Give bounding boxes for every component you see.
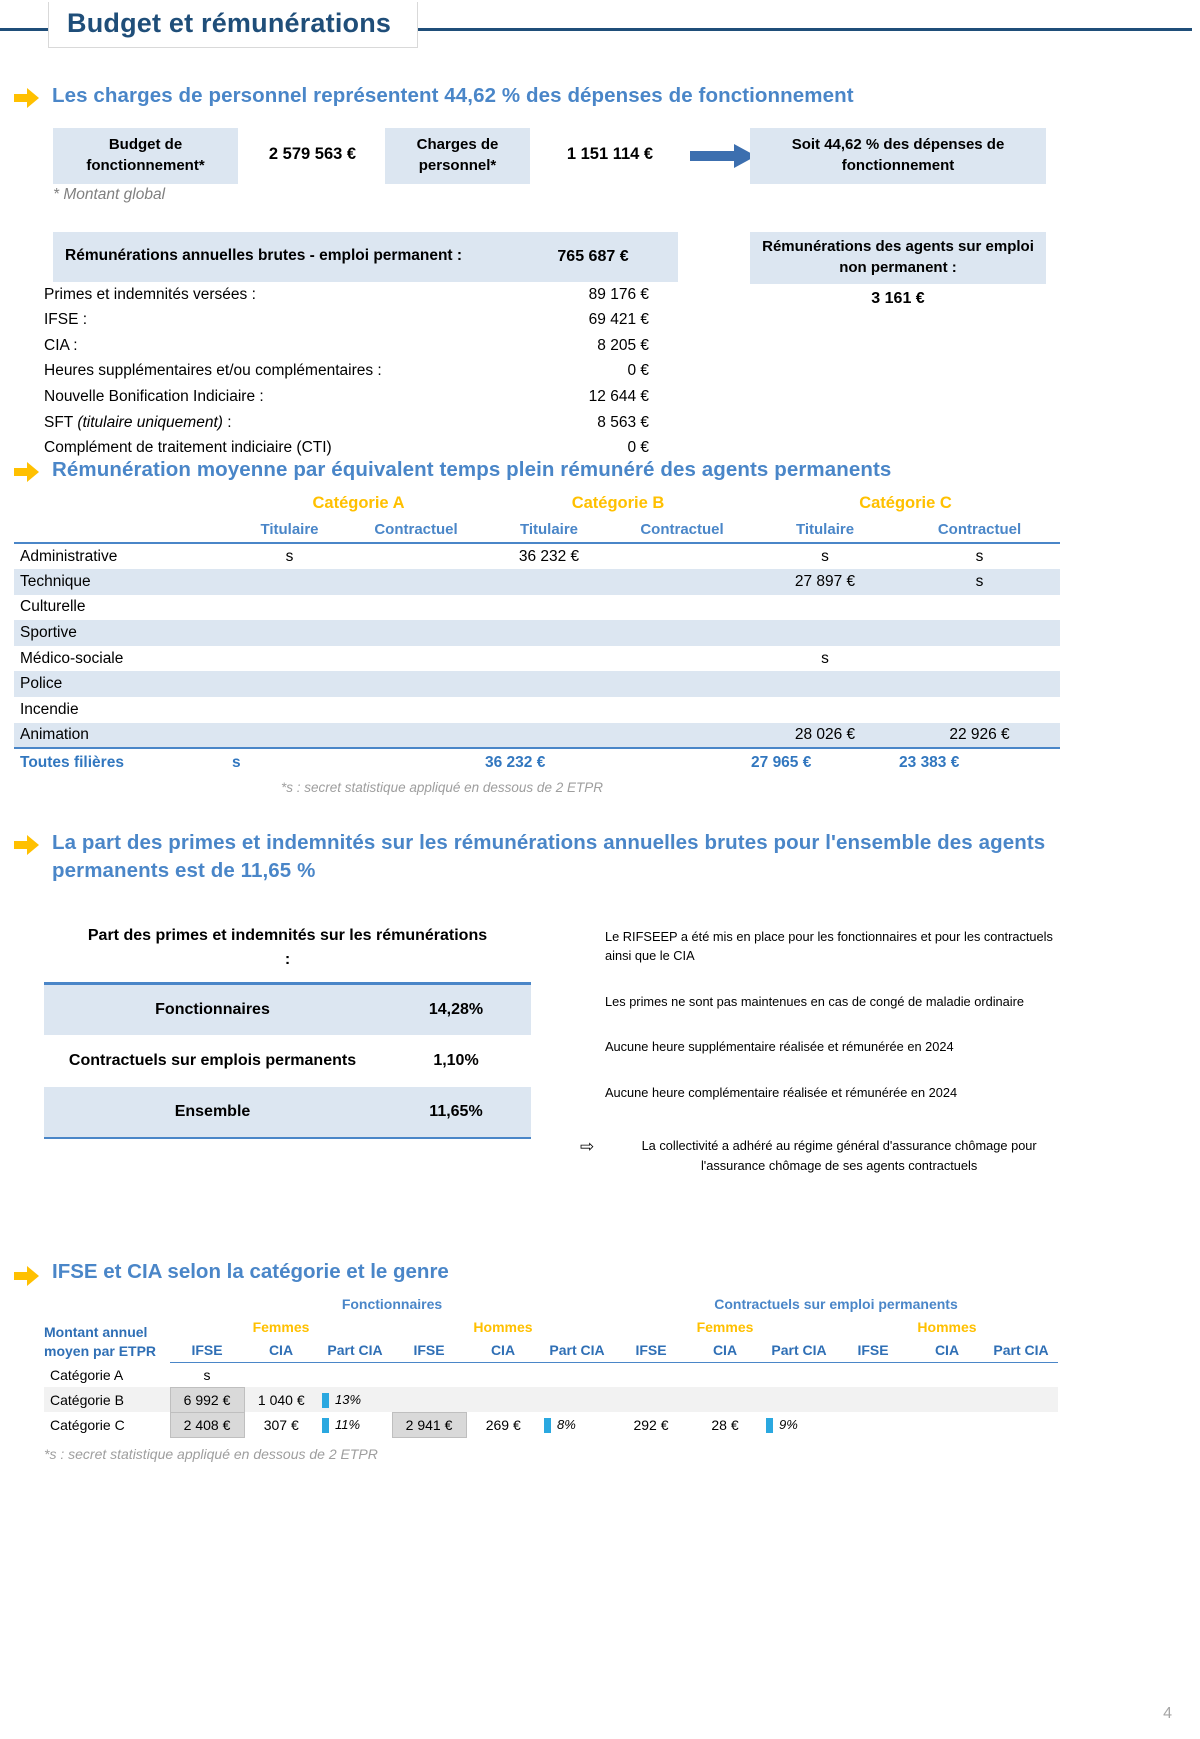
primes-row-label: Fonctionnaires <box>155 1000 270 1018</box>
ifse-column-header: Part CIA <box>318 1338 392 1362</box>
category-table-head <box>14 489 1060 543</box>
category-group-row <box>14 489 1060 517</box>
page-banner <box>0 2 1200 60</box>
arrow-bullet-icon <box>14 88 40 108</box>
remuneration-line-value: 89 176 € <box>588 285 649 303</box>
ifse-part-cia-value: 13% <box>335 1391 362 1407</box>
section-1-header <box>14 82 1200 110</box>
note-paragraph: Aucune heure supplémentaire réalisée et rémunérée en 2024 <box>605 1039 954 1055</box>
ifse-column-header: IFSE <box>836 1338 910 1362</box>
table-cell <box>751 671 899 697</box>
remuneration-line-value: 69 421 € <box>588 311 649 329</box>
budget-value: 2 579 563 € <box>268 144 357 163</box>
table-cell <box>899 620 1060 646</box>
remuneration-line-value: 0 € <box>627 439 649 457</box>
page-number: 4 <box>1163 1705 1172 1722</box>
table-cell <box>485 671 613 697</box>
bar-indicator <box>322 1393 329 1408</box>
col-b-titulaire: Titulaire <box>485 517 613 543</box>
ifse-part-cia-value: 8% <box>557 1416 576 1432</box>
table-cell <box>899 671 1060 697</box>
table-cell <box>613 543 751 569</box>
remuneration-line <box>44 388 684 414</box>
ifse-column-header: Part CIA <box>984 1338 1058 1362</box>
primes-table <box>44 918 531 1139</box>
table-cell <box>613 646 751 672</box>
section-4-title: IFSE et CIA selon la catégorie et le genre <box>52 1260 449 1284</box>
table-cell <box>347 543 485 569</box>
ifse-row-label: Catégorie A <box>50 1366 124 1383</box>
ifse-row-label: Catégorie C <box>50 1416 125 1433</box>
ifse-column-header: IFSE <box>392 1338 466 1362</box>
col-a-contractuel: Contractuel <box>347 517 485 543</box>
remuneration-block <box>0 232 1200 462</box>
hollow-arrow-icon: ⇨ <box>580 1137 595 1157</box>
table-row <box>14 569 1060 595</box>
remuneration-line-label: Nouvelle Bonification Indiciaire : <box>44 388 264 406</box>
ifse-corner-label: Montant annuel moyen par ETPR <box>44 1323 157 1359</box>
filiere-name: Police <box>20 675 63 693</box>
table-cell <box>613 620 751 646</box>
remuneration-header-label: Rémunérations annuelles brutes - emploi permanent : <box>65 247 463 265</box>
table-cell: 22 926 € <box>949 725 1010 743</box>
ifse-part-cia-cell <box>984 1412 1058 1437</box>
nonpermanent-value: 3 161 € <box>871 289 925 307</box>
table-cell <box>751 620 899 646</box>
ifse-gender-row <box>44 1316 1058 1338</box>
result-label-box: Soit 44,62 % des dépenses de fonctionnement <box>750 128 1046 184</box>
table-row <box>14 620 1060 646</box>
ifse-column-header: Part CIA <box>540 1338 614 1362</box>
total-cell: s <box>232 748 347 776</box>
category-group-b: Catégorie B <box>571 493 665 512</box>
primes-rule-bottom <box>44 1137 531 1139</box>
ifse-gender-hommes-fonct: Hommes <box>473 1319 533 1336</box>
table-cell <box>613 671 751 697</box>
table-cell <box>485 595 613 621</box>
filiere-name: Incendie <box>20 700 79 718</box>
ifse-amount-cell <box>836 1362 910 1387</box>
ifse-amount-cell: 307 € <box>263 1416 299 1433</box>
ifse-amount-cell <box>910 1412 984 1437</box>
ifse-part-cia-cell <box>540 1387 614 1412</box>
ifse-table-body <box>44 1362 1058 1437</box>
table-cell <box>232 620 347 646</box>
table-cell <box>485 620 613 646</box>
remuneration-header-row <box>53 232 678 282</box>
remuneration-line-label: IFSE : <box>44 311 88 329</box>
remuneration-line-label: CIA : <box>44 336 78 354</box>
table-cell: 28 026 € <box>794 725 856 743</box>
ifse-amount-cell <box>466 1362 540 1387</box>
table-cell <box>347 620 485 646</box>
bar-indicator <box>544 1418 551 1433</box>
primes-table-title: Part des primes et indemnités sur les rémunérations : <box>87 927 488 969</box>
ifse-amount-cell <box>614 1387 688 1412</box>
filiere-name: Animation <box>20 725 89 743</box>
arrow-bullet-icon <box>14 1266 40 1286</box>
primes-row <box>44 985 531 1035</box>
ifse-group-contractuels: Contractuels sur emploi permanents <box>714 1296 958 1313</box>
table-cell <box>485 697 613 723</box>
table-cell: s <box>975 572 984 590</box>
table-row <box>14 646 1060 672</box>
bar-indicator <box>322 1418 329 1433</box>
remuneration-line <box>44 286 684 312</box>
remuneration-line <box>44 337 684 363</box>
table-cell <box>899 646 1060 672</box>
ifse-table-head <box>44 1292 1058 1362</box>
primes-row-label: Ensemble <box>174 1102 251 1120</box>
table-cell: s <box>285 547 294 565</box>
table-cell <box>232 569 347 595</box>
primes-row-label: Contractuels sur emplois permanents <box>68 1051 357 1069</box>
ifse-column-header: CIA <box>244 1338 318 1362</box>
remuneration-line-label: Heures supplémentaires et/ou complémentaires : <box>44 362 382 380</box>
table-total-row <box>14 748 1060 776</box>
ifse-part-cia-value: 11% <box>335 1416 361 1432</box>
remuneration-line-value: 12 644 € <box>588 388 649 406</box>
arrow-bullet-icon <box>14 835 40 855</box>
total-cell: 23 383 € <box>899 748 1060 776</box>
nonpermanent-label-box: Rémunérations des agents sur emploi non permanent : <box>750 232 1046 284</box>
filiere-name: Administrative <box>20 547 118 565</box>
ifse-column-header-row <box>44 1338 1058 1362</box>
table-row <box>14 543 1060 569</box>
remuneration-line <box>44 439 684 465</box>
bar-indicator <box>766 1418 773 1433</box>
section-4-header <box>14 1260 1200 1286</box>
remuneration-line-label: Primes et indemnités versées : <box>44 285 256 303</box>
table-row <box>44 1412 1058 1437</box>
primes-row-value: 1,10% <box>433 1051 479 1069</box>
ifse-amount-cell <box>688 1387 762 1412</box>
ifse-amount-cell: s <box>203 1366 211 1383</box>
page-title: Budget et rémunérations <box>67 8 392 38</box>
total-label: Toutes filières <box>14 748 232 776</box>
table-row <box>14 671 1060 697</box>
primes-rows <box>44 985 531 1137</box>
remuneration-line <box>44 362 684 388</box>
table-cell <box>347 697 485 723</box>
total-cell <box>347 748 485 776</box>
total-cell: 27 965 € <box>751 748 899 776</box>
ifse-amount-cell: 1 040 € <box>244 1387 318 1412</box>
ifse-amount-cell <box>466 1387 540 1412</box>
ifse-footnote: *s : secret statistique appliqué en dessous de 2 ETPR <box>44 1445 378 1462</box>
filiere-name: Médico-sociale <box>20 649 124 667</box>
filiere-name: Technique <box>20 572 91 590</box>
ifse-part-cia-cell <box>984 1362 1058 1387</box>
table-cell: s <box>821 547 829 565</box>
ifse-column-header: IFSE <box>170 1338 244 1362</box>
remuneration-line <box>44 414 684 440</box>
table-cell <box>347 646 485 672</box>
category-table-foot <box>14 748 1060 776</box>
table-cell <box>347 569 485 595</box>
category-subheader-row <box>14 517 1060 543</box>
category-table-footnote: *s : secret statistique appliqué en dessous de 2 ETPR <box>281 780 603 796</box>
category-table-wrap <box>0 489 1200 795</box>
table-cell <box>613 697 751 723</box>
table-cell: 27 897 € <box>794 572 856 590</box>
primes-row <box>44 1087 531 1137</box>
ifse-part-cia-cell <box>984 1387 1058 1412</box>
table-row <box>44 1387 1058 1412</box>
table-cell <box>347 671 485 697</box>
ifse-amount-cell <box>244 1362 318 1387</box>
category-group-a: Catégorie A <box>312 493 405 512</box>
ifse-amount-cell <box>836 1412 910 1437</box>
ifse-amount-cell: 2 408 € <box>170 1412 244 1437</box>
filiere-name: Sportive <box>20 623 77 641</box>
ifse-gender-femmes-contr: Femmes <box>696 1319 754 1336</box>
ifse-column-header: CIA <box>910 1338 984 1362</box>
ifse-amount-cell: 2 941 € <box>392 1412 466 1437</box>
ifse-part-cia-cell <box>318 1412 392 1437</box>
note-paragraph: Aucune heure complémentaire réalisée et rémunérée en 2024 <box>605 1084 958 1100</box>
table-cell <box>899 697 1060 723</box>
ifse-amount-cell <box>836 1387 910 1412</box>
budget-footnote: * Montant global <box>53 185 166 203</box>
table-row <box>14 697 1060 723</box>
table-cell <box>613 723 751 749</box>
document-page <box>0 2 1200 1739</box>
ifse-amount-cell <box>392 1362 466 1387</box>
table-cell: 36 232 € <box>518 547 580 565</box>
ifse-column-header: Part CIA <box>762 1338 836 1362</box>
table-cell <box>485 569 613 595</box>
table-cell <box>232 697 347 723</box>
budget-figures-row <box>0 128 1200 203</box>
ifse-block <box>0 1260 1200 1462</box>
ifse-amount-cell: 6 992 € <box>170 1387 244 1412</box>
primes-row-value: 14,28% <box>428 1000 484 1018</box>
ifse-part-cia-cell <box>540 1362 614 1387</box>
page-title-box <box>48 2 418 48</box>
table-cell <box>347 723 485 749</box>
ifse-column-header: IFSE <box>614 1338 688 1362</box>
ifse-part-cia-cell <box>762 1362 836 1387</box>
remuneration-line-value: 0 € <box>627 362 649 380</box>
ifse-group-fonctionnaires: Fonctionnaires <box>341 1296 443 1313</box>
col-c-contractuel: Contractuel <box>899 517 1060 543</box>
table-cell <box>899 595 1060 621</box>
table-row <box>44 1362 1058 1387</box>
table-cell <box>751 697 899 723</box>
arrow-bullet-icon <box>14 462 40 482</box>
ifse-part-cia-cell <box>762 1412 836 1437</box>
right-arrow-icon <box>690 144 756 168</box>
category-group-c: Catégorie C <box>859 493 952 512</box>
ifse-row-label: Catégorie B <box>44 1387 170 1412</box>
primes-row <box>44 1036 531 1086</box>
ifse-group-row <box>44 1292 1058 1316</box>
charges-value: 1 151 114 € <box>566 144 654 163</box>
section-2-title: Rémunération moyenne par équivalent temps plein rémunéré des agents permanents <box>52 457 892 481</box>
table-cell <box>751 595 899 621</box>
col-a-titulaire: Titulaire <box>232 517 347 543</box>
table-cell <box>485 646 613 672</box>
table-cell: s <box>975 547 984 565</box>
table-cell <box>232 595 347 621</box>
ifse-amount-cell <box>614 1362 688 1387</box>
ifse-amount-cell: 292 € <box>633 1416 669 1433</box>
ifse-part-cia-cell <box>318 1387 392 1412</box>
ifse-part-cia-value: 9% <box>779 1416 798 1432</box>
ifse-part-cia-cell <box>540 1412 614 1437</box>
primes-row-value: 11,65% <box>429 1102 483 1120</box>
remuneration-line-value: 8 563 € <box>597 413 649 431</box>
ifse-gender-hommes-contr: Hommes <box>917 1319 977 1336</box>
chomage-note-text: La collectivité a adhéré au régime général d'assurance chômage pour l'assurance chômage de ses agents contractuels <box>641 1138 1037 1173</box>
table-row <box>14 595 1060 621</box>
col-c-titulaire: Titulaire <box>751 517 899 543</box>
remuneration-header-value: 765 687 € <box>557 247 629 265</box>
ifse-amount-cell <box>688 1362 762 1387</box>
section-3-header <box>14 829 1200 884</box>
col-b-contractuel: Contractuel <box>613 517 751 543</box>
table-cell <box>232 671 347 697</box>
remuneration-line-label: Complément de traitement indiciaire (CTI) <box>44 439 332 457</box>
note-paragraph: Le RIFSEEP a été mis en place pour les fonctionnaires et pour les contractuels ainsi que le CIA <box>605 929 1053 963</box>
ifse-cia-table <box>44 1292 1058 1438</box>
budget-label-box: Budget de fonctionnement* <box>53 128 238 184</box>
average-remuneration-table <box>14 489 1060 776</box>
section-3-title: La part des primes et indemnités sur les rémunérations annuelles brutes pour l'ensemble des agents permanents est de 11,65 % <box>52 831 1046 882</box>
table-cell <box>347 595 485 621</box>
ifse-gender-femmes-fonct: Femmes <box>252 1319 310 1336</box>
total-cell <box>613 748 751 776</box>
table-cell <box>485 723 613 749</box>
section-1-title: Les charges de personnel représentent 44,62 % des dépenses de fonctionnement <box>52 84 854 107</box>
chomage-note <box>580 1136 1050 1174</box>
ifse-part-cia-cell <box>318 1362 392 1387</box>
ifse-part-cia-cell <box>762 1387 836 1412</box>
note-paragraph: Les primes ne sont pas maintenues en cas de congé de maladie ordinaire <box>605 993 1024 1009</box>
primes-block <box>0 918 1200 1198</box>
charges-label-box: Charges de personnel* <box>385 128 530 184</box>
ifse-amount-cell: 269 € <box>485 1416 521 1433</box>
primes-notes <box>605 928 1065 1129</box>
table-cell <box>613 595 751 621</box>
ifse-column-header: CIA <box>688 1338 762 1362</box>
total-cell: 36 232 € <box>485 748 613 776</box>
table-cell <box>613 569 751 595</box>
filiere-name: Culturelle <box>20 598 86 616</box>
table-cell <box>232 646 347 672</box>
ifse-column-header: CIA <box>466 1338 540 1362</box>
table-cell: s <box>821 649 829 667</box>
remuneration-line-label: SFT (titulaire uniquement) : <box>44 413 232 431</box>
ifse-amount-cell <box>392 1387 466 1412</box>
remuneration-line <box>44 311 684 337</box>
ifse-amount-cell: 28 € <box>711 1416 739 1433</box>
ifse-amount-cell <box>910 1387 984 1412</box>
category-table-body <box>14 543 1060 748</box>
remuneration-line-value: 8 205 € <box>597 336 649 354</box>
table-row <box>14 723 1060 749</box>
ifse-amount-cell <box>910 1362 984 1387</box>
remuneration-line-list <box>44 286 684 465</box>
table-cell <box>232 723 347 749</box>
